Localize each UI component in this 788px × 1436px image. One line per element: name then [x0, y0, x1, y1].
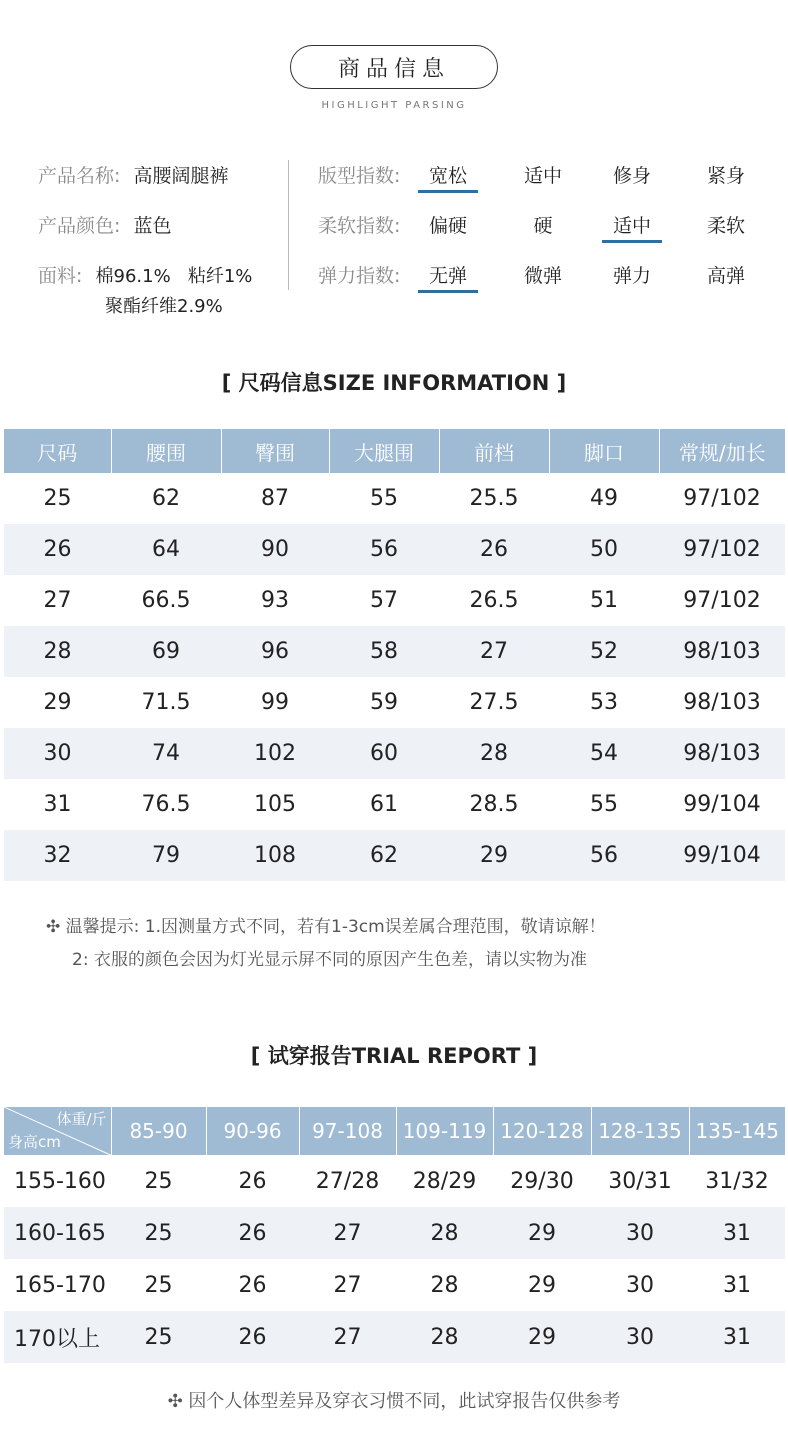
product-name-row [38, 161, 229, 188]
size-table [4, 429, 785, 881]
softness-option-soft: 柔软 [706, 215, 745, 237]
table-cell: 60 [329, 728, 439, 779]
table-cell: 57 [370, 588, 398, 613]
table-row [4, 575, 785, 626]
table-cell: 56 [549, 830, 659, 881]
table-cell: 29/30 [510, 1168, 574, 1194]
softness-option-hard: 硬 [533, 215, 553, 237]
product-name-label: 产品名称: [38, 165, 121, 187]
table-cell: 27 [299, 1311, 396, 1363]
size-header-cell: 前档 [439, 429, 549, 473]
product-color-label: 产品颜色: [38, 215, 121, 237]
table-cell: 29 [493, 1207, 591, 1259]
table-cell: 51 [590, 588, 618, 613]
table-cell: 87 [261, 486, 289, 511]
table-cell: 28.5 [469, 792, 519, 817]
table-cell: 99 [261, 690, 289, 715]
table-cell: 25 [144, 1168, 173, 1194]
table-cell: 28 [396, 1311, 493, 1363]
table-row [4, 1259, 785, 1311]
fit-index-row [318, 161, 778, 191]
table-cell: 97/102 [683, 588, 761, 613]
info-divider [288, 160, 289, 290]
table-cell: 54 [549, 728, 659, 779]
size-note-2: 2: 衣服的颜色会因为灯光显示屏不同的原因产生色差，请以实物为准 [72, 950, 587, 970]
table-cell: 90 [221, 524, 329, 575]
table-cell: 30 [4, 728, 111, 779]
trial-header-cell: 135-145 [689, 1107, 785, 1155]
table-cell: 25 [111, 1311, 206, 1363]
table-cell: 26 [4, 524, 111, 575]
table-row [4, 1311, 785, 1363]
table-cell: 98/103 [659, 728, 785, 779]
table-cell: 29 [528, 1272, 556, 1298]
table-cell: 93 [261, 588, 289, 613]
table-row [4, 728, 785, 779]
table-cell: 29 [439, 830, 549, 881]
table-cell: 28 [439, 728, 549, 779]
trial-header-cell: 109-119 [396, 1107, 493, 1155]
table-cell: 32 [4, 830, 111, 881]
trial-header-cell: 90-96 [206, 1107, 299, 1155]
table-cell: 55 [370, 486, 398, 511]
table-cell: 76.5 [141, 792, 191, 817]
stretch-index-label: 弹力指数: [318, 265, 401, 287]
table-cell: 25.5 [469, 486, 519, 511]
table-cell: 29 [493, 1311, 591, 1363]
table-cell: 53 [590, 690, 618, 715]
size-header-cell: 大腿围 [329, 429, 439, 473]
table-cell: 56 [329, 524, 439, 575]
trial-note: ✣ 因个人体型差异及穿衣习惯不同，此试穿报告仅供参考 [167, 1391, 621, 1412]
table-cell: 66.5 [141, 588, 191, 613]
table-row [4, 1155, 785, 1207]
table-cell: 27 [333, 1272, 362, 1298]
size-note-1: ✣ 温馨提示: 1.因测量方式不同，若有1-3cm误差属合理范围，敬请谅解！ [46, 917, 606, 937]
table-cell: 31 [43, 792, 72, 817]
table-cell: 49 [590, 486, 618, 511]
trial-header-cell: 120-128 [493, 1107, 591, 1155]
stretch-option-slight: 微弹 [523, 265, 562, 287]
size-header-cell: 臀围 [221, 429, 329, 473]
trial-header-cell: 85-90 [111, 1107, 206, 1155]
table-cell: 25 [144, 1272, 173, 1298]
table-cell: 59 [370, 690, 398, 715]
table-row [4, 677, 785, 728]
table-cell: 31/32 [705, 1168, 769, 1194]
table-cell: 98/103 [683, 690, 761, 715]
fabric-label: 面料: [38, 265, 83, 287]
table-cell: 26.5 [469, 588, 519, 613]
trial-corner-height: 身高cm [8, 1133, 61, 1151]
table-cell: 25 [43, 486, 72, 511]
table-cell: 160-165 [4, 1207, 111, 1259]
product-color-value: 蓝色 [133, 215, 172, 237]
table-row [4, 473, 785, 524]
table-cell: 29 [43, 690, 72, 715]
stretch-index-row [318, 261, 778, 291]
product-name-value: 高腰阔腿裤 [133, 165, 229, 187]
fit-index-label: 版型指数: [318, 165, 401, 187]
table-cell: 58 [329, 626, 439, 677]
table-cell: 28/29 [412, 1168, 477, 1194]
table-cell: 97/102 [683, 486, 761, 511]
table-cell: 79 [111, 830, 221, 881]
table-cell: 155-160 [14, 1168, 106, 1194]
table-cell: 102 [221, 728, 329, 779]
table-cell: 50 [549, 524, 659, 575]
table-cell: 31 [689, 1207, 785, 1259]
size-section-title: [ 尺码信息SIZE INFORMATION ] [221, 371, 567, 395]
size-header-cell: 常规/加长 [659, 429, 785, 473]
table-cell: 31 [689, 1311, 785, 1363]
size-header-cell: 脚口 [549, 429, 659, 473]
table-cell: 26 [206, 1207, 299, 1259]
trial-header-cell: 128-135 [591, 1107, 689, 1155]
table-row [4, 830, 785, 881]
table-cell: 71.5 [141, 690, 191, 715]
trial-corner-weight: 体重/斤 [56, 1110, 107, 1128]
trial-table-header [4, 1107, 785, 1155]
table-cell: 108 [221, 830, 329, 881]
product-color-row [38, 211, 172, 238]
trial-section-title: [ 试穿报告TRIAL REPORT ] [250, 1044, 538, 1068]
fit-option-regular: 适中 [523, 165, 562, 187]
table-cell: 28 [430, 1272, 459, 1298]
table-cell: 62 [152, 486, 180, 511]
table-cell: 26 [206, 1311, 299, 1363]
fabric-row [38, 261, 252, 288]
table-cell: 105 [254, 792, 296, 817]
page-subtitle: HIGHLIGHT PARSING [321, 100, 467, 111]
table-row [4, 524, 785, 575]
softness-index-label: 柔软指数: [318, 215, 401, 237]
table-cell: 62 [329, 830, 439, 881]
table-cell: 97/102 [659, 524, 785, 575]
table-cell: 165-170 [14, 1272, 106, 1298]
table-cell: 98/103 [659, 626, 785, 677]
section-title-pill [290, 45, 498, 89]
table-cell: 74 [111, 728, 221, 779]
table-cell: 30/31 [608, 1168, 672, 1194]
table-cell: 52 [549, 626, 659, 677]
stretch-option-stretch: 弹力 [612, 265, 651, 287]
fabric-value-line2: 聚酯纤维2.9% [105, 296, 223, 317]
softness-option-medium: 适中 [602, 211, 662, 243]
table-cell: 27.5 [469, 690, 519, 715]
fit-option-loose: 宽松 [418, 161, 478, 193]
table-cell: 26 [238, 1272, 267, 1298]
table-cell: 30 [591, 1311, 689, 1363]
table-cell: 28 [396, 1207, 493, 1259]
trial-table [4, 1107, 785, 1363]
table-cell: 99/104 [683, 792, 761, 817]
table-row [4, 779, 785, 830]
table-cell: 64 [111, 524, 221, 575]
table-cell: 96 [221, 626, 329, 677]
table-cell: 99/104 [659, 830, 785, 881]
size-header-cell: 尺码 [4, 429, 111, 473]
trial-corner-cell [4, 1107, 111, 1155]
table-cell: 27 [43, 588, 72, 613]
fit-option-tight: 紧身 [706, 165, 745, 187]
fabric-value-line1: 棉96.1% 粘纤1% [95, 266, 253, 287]
table-row [4, 1207, 785, 1259]
table-cell: 30 [591, 1207, 689, 1259]
table-cell: 25 [111, 1207, 206, 1259]
trial-header-cell: 97-108 [299, 1107, 396, 1155]
table-cell: 55 [590, 792, 618, 817]
page-title: 商品信息 [337, 56, 450, 82]
stretch-option-none: 无弹 [418, 261, 478, 293]
stretch-option-high: 高弹 [706, 265, 745, 287]
table-row [4, 626, 785, 677]
table-cell: 27/28 [315, 1168, 380, 1194]
table-cell: 28 [4, 626, 111, 677]
table-cell: 30 [626, 1272, 654, 1298]
table-cell: 26 [439, 524, 549, 575]
table-cell: 27 [439, 626, 549, 677]
table-cell: 27 [299, 1207, 396, 1259]
softness-option-fairly-hard: 偏硬 [428, 215, 467, 237]
softness-index-row [318, 211, 778, 241]
size-header-cell: 腰围 [111, 429, 221, 473]
table-cell: 61 [370, 792, 398, 817]
fit-option-slim: 修身 [612, 165, 651, 187]
size-table-header [4, 429, 785, 473]
table-cell: 26 [238, 1168, 267, 1194]
table-cell: 170以上 [4, 1311, 111, 1363]
table-cell: 31 [723, 1272, 751, 1298]
table-cell: 69 [111, 626, 221, 677]
